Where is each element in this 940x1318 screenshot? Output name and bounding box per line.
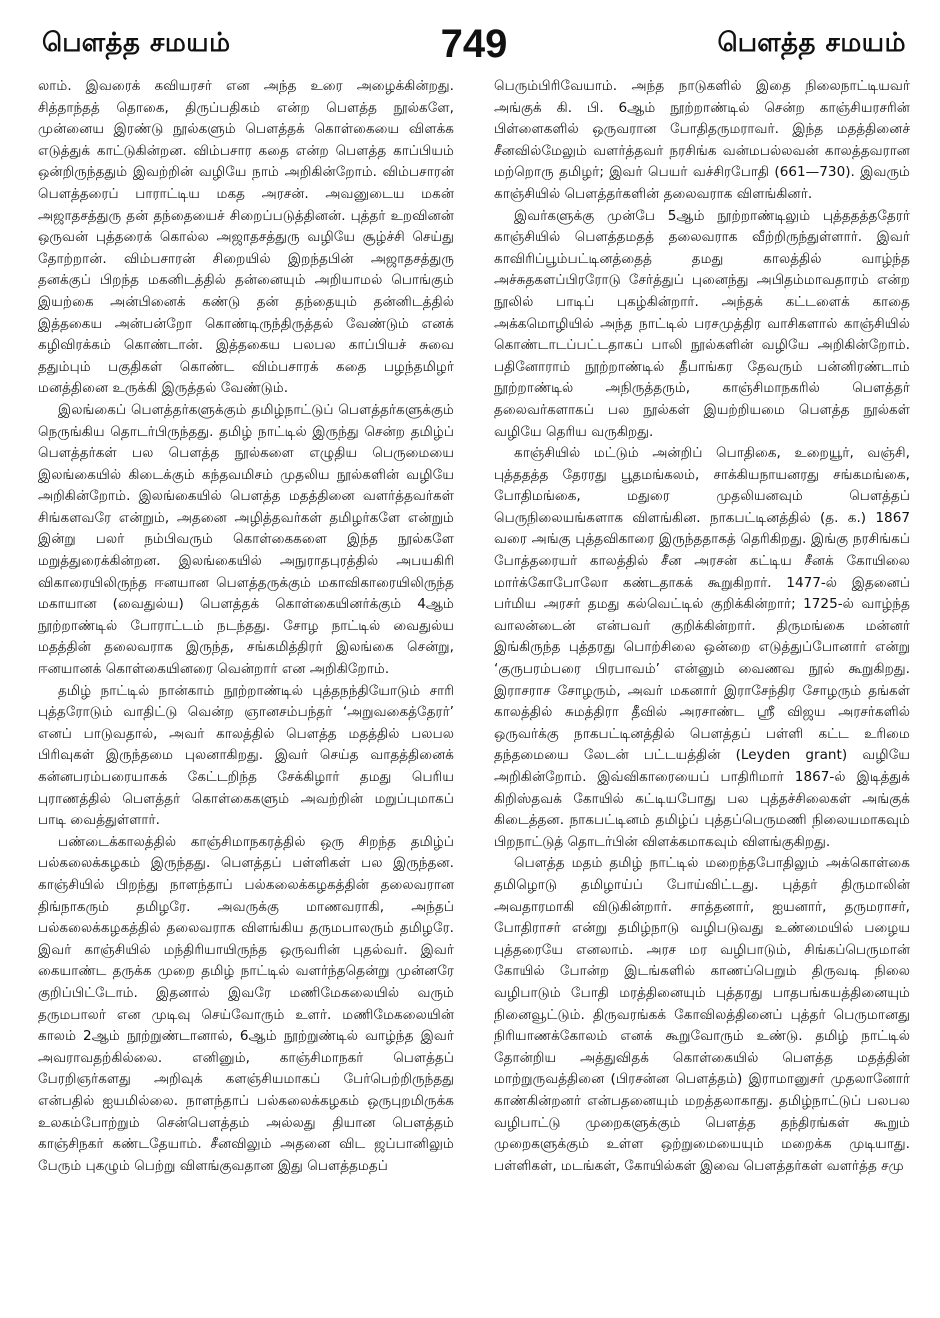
paragraph: பெரும்பிரிவேயாம். அந்த நாடுகளில் இதை நிலைநாட்டியவர் அங்குக் கி. பி. 6ஆம் நூற்றாண்டில் சென்ற காஞ்சியரசரின் பிள்ளைகளில் ஒருவரான போதிதருமராவர். இந்த மதத்தினைச் சீனவில்மேலும் வளர்த்தவர் நரசிங்க வன்மபல்லவன் காலத்தவரான மற்றொரு தமிழர்; இவர் பெயர் வச்சிரபோதி (661—730). இவரும் காஞ்சியில் பௌத்தர்களின் தலைவராக விளங்கினர். <box>494 78 910 202</box>
page-number: 749 <box>440 22 508 66</box>
running-title-left: பௌத்த சமயம் <box>42 28 231 58</box>
running-title-right: பௌத்த சமயம் <box>717 28 906 58</box>
page-header <box>38 22 910 76</box>
text-columns <box>38 76 910 1306</box>
paragraph: இலங்கைப் பௌத்தர்களுக்கும் தமிழ்நாட்டுப் பௌத்தர்களுக்கும் நெருங்கிய தொடர்பிருந்தது. தமிழ் நாட்டில் இருந்து சென்ற தமிழ்ப் பௌத்தர்கள் பல பௌத்த நூல்களை எழுதிய பெருமையை இலங்கையில் கிடைக்கும் கந்தவமிசம் முதலிய நூல்களின் வழியே அறிகின்றோம். இலங்கையில் பௌத்த மதத்தினை வளர்த்தவர்கள் சிங்களவரே என்றும், அதனை அழித்தவர்கள் தமிழர்களே என்றும் இன்று பலர் நம்பிவரும் கொள்கைகளை இந்த நூல்களே மறுத்துரைக்கின்றன. இலங்கையில் அநுராதபுரத்தில் அபயகிரி விகாரையிலிருந்த ஈனயான பௌத்தருக்கும் மகாவிகாரையிலிருந்த மகாயான (வைதுல்ய) பௌத்தக் கொள்கையினர்க்கும் 4ஆம் நூற்றாண்டில் போராட்டம் நடந்தது. சோழ நாட்டில் வைதுல்ய மதத்தின் தலைவராக இருந்த, சங்கமித்திரர் இலங்கை சென்று, ஈனயானக் கொள்கையினரை வென்றார் என அறிகிறோம். <box>38 401 454 678</box>
paragraph: பௌத்த மதம் தமிழ் நாட்டில் மறைந்தபோதிலும் அக்கொள்கை தமிழொடு தமிழாய்ப் போய்விட்டது. புத்தர் திருமாலின் அவதாரமாகி விடுகின்றார். சாத்தனார், ஐயனார், தருமராசர், போதிராசர் என்று தமிழ்நாடு வழிபடுவது உண்மையில் பழைய புத்தரையே எனலாம். அரச மர வழிபாடும், சிங்கப்பெருமான் கோயில் போன்ற இடங்களில் காணப்பெறும் திருவடி நிலை வழிபாடும் போதி மரத்தினையும் புத்தரது பாதபங்கயத்தினையும் நினைவூட்டும். திருவரங்கக் கோவிலத்தினைப் புத்தர் பெருமானது நிரியாணக்கோலம் எனக் கூறுவோரும் உண்டு. தமிழ் நாட்டில் தோன்றிய அத்துவிதக் கொள்கையில் பௌத்த மதத்தின் மாற்றுருவத்தினை (பிரசன்ன பௌத்தம்) இராமானுசர் முதலானோர் காண்கின்றனர் என்பதனையும் மறத்தலாகாது. தமிழ்நாட்டுப் பலபல வழிபாட்டு முறைகளுக்கும் பௌத்த தந்திரங்கள் கூறும் முறைகளுக்கும் உள்ள ஒற்றுமையையும் மறைக்க முடியாது. பள்ளிகள், மடங்கள், கோயில்கள் இவை பௌத்தர்கள் வளர்த்த சமு <box>494 855 910 1174</box>
paragraph: தமிழ் நாட்டில் நான்காம் நூற்றாண்டில் புத்தநந்தியோடும் சாரி புத்தரோடும் வாதிட்டு வென்ற ஞானசம்பந்தர் ‘அறுவகைத்தேரர்’ எனப் பாடுவதால், அவர் காலத்தில் பௌத்த மதத்தில் பலபல பிரிவுகள் இருந்தமை புலனாகிறது. இவர் செய்த வாதத்தினைக் கன்னபரம்பரையாகக் கேட்டறிந்த சேக்கிழார் தமது பெரிய புராணத்தில் பௌத்தர் கொள்கைகளும் அவற்றின் மறுப்புமாகப் பாடி வைத்துள்ளார். <box>38 682 454 829</box>
paragraph: லாம். இவரைக் கவியரசர் என அந்த உரை அழைக்கின்றது. சித்தாந்தத் தொகை, திருப்பதிகம் என்ற பௌத்த நூல்களே, முன்னைய இரண்டு நூல்களும் பௌத்தக் கொள்கையை விளக்க எடுத்துக் காட்டுகின்றன. விம்பசார கதை என்ற பௌத்த காப்பியம் ஒன்றிருந்ததும் இவற்றின் வழியே நாம் அறிகின்றோம். விம்பசாரன் பௌத்தரைப் பாராட்டிய மகத அரசன். அவனுடைய மகன் அஜாதசத்துரு தன் தந்தையைச் சிறைப்படுத்தினன். புத்தர் உறவினன் ஒருவன் புத்தரைக் கொல்ல அஜாதசத்துரு வழியே சூழ்ச்சி செய்து தோற்றான். விம்பசாரன் சிறையில் இறந்தபின் அஜாதசத்துரு தனக்குப் பிறந்த மகனிடத்தில் தன்னையும் அறியாமல் பொங்கும் இயற்கை அன்பினைக் கண்டு தன் தந்தையும் தன்னிடத்தில் இத்தகைய அன்பன்றோ கொண்டிருந்திருத்தல் வேண்டும் எனக் கழிவிரக்கம் கொண்டான். இத்தகைய பலபல காப்பியச் சுவை ததும்பும் பகுதிகள் கொண்ட விம்பசாரக் கதை பழந்தமிழர் மனத்தினை உருக்கி இருத்தல் வேண்டும். <box>38 78 454 397</box>
paragraph: இவர்களுக்கு முன்பே 5ஆம் நூற்றாண்டிலும் புத்ததத்ததேரர் காஞ்சியில் பௌத்தமதத் தலைவராக வீற்றிருந்துள்ளார். இவர் காவிரிப்பூம்பட்டினத்தைத் தமது காலத்தில் வாழ்ந்த அச்சுதகளப்பிரரோடு சேர்த்துப் புனைந்து அபிதம்மாவதாரம் என்ற நூலில் பாடிப் புகழ்கின்றார். அந்தக் கட்டளைக் காதை அக்கமொழியில் அந்த நாட்டில் பரசமுத்திர வாசிகளால் காஞ்சியில் கொண்டாடப்பட்டதாகப் பாலி நூல்களின் வழியே அறிகின்றோம். பதினோராம் நூற்றாண்டில் தீபாங்கர தேவரும் பன்னிரண்டாம் நூற்றாண்டில் அநிருத்தரும், காஞ்சிமாநகரில் பௌத்தர் தலைவர்களாகப் பல நூல்கள் இயற்றியமை பௌத்த நூல்கள் வழியே தெரிய வருகிறது. <box>494 207 910 440</box>
paragraph: பண்டைக்காலத்தில் காஞ்சிமாநகரத்தில் ஒரு சிறந்த தமிழ்ப் பல்கலைக்கழகம் இருந்தது. பௌத்தப் பள்ளிகள் பல இருந்தன. காஞ்சியில் பிறந்து நாளந்தாப் பல்கலைக்கழகத்தின் தலைவரான திங்நாகரும் தமிழரே. அவருக்கு மாணவராகி, அந்தப் பல்கலைக்கழகத்தில் தலைவராக விளங்கிய தருமபாலரும் தமிழரே. இவர் காஞ்சியில் மந்திரியாயிருந்த ஒருவரின் புதல்வர். இவர் கையாண்ட தருக்க முறை தமிழ் நாட்டில் வளர்ந்ததென்று முன்னரே குறிப்பிட்டோம். இதனால் இவரே மணிமேகலையில் வரும் தருமபாலர் என முடிவு செய்வோரும் உளர். மணிமேகலையின் காலம் 2ஆம் நூற்றுண்டானால், 6ஆம் நூற்றுண்டில் வாழ்ந்த இவர் அவராவதற்கில்லை. எனினும், காஞ்சிமாநகர் பௌத்தப் பேரறிஞர்களது அறிவுக் களஞ்சியமாகப் பேர்பெற்றிருந்தது என்பதில் ஐயமில்லை. நாளந்தாப் பல்கலைக்கழகம் ஒருபுறமிருக்க உலகம்போற்றும் சென்பௌத்தம் அல்லது தியான பௌத்தம் காஞ்சிநகர் கண்டதேயாம். சீனவிலும் அதனை விட ஜப்பானிலும் பேரும் புகழும் பெற்று விளங்குவதான இது பௌத்தமதப் <box>38 833 454 1174</box>
paragraph: காஞ்சியில் மட்டும் அன்றிப் பொதிகை, உறையூர், வஞ்சி, புத்ததத்த தேரரது பூதமங்கலம், சாக்கியநாயனரது சங்கமங்கை, போதிமங்கை, மதுரை முதலியனவும் பௌத்தப் பெருநிலையங்களாக விளங்கின. நாகபட்டினத்தில் (த. க.) 1867 வரை அங்கு புத்தவிகாரை இருந்ததாகத் தெரிகிறது. இங்கு நரசிங்கப் போத்தரையர் காலத்தில் சீன அரசன் கட்டிய சீனக் கோயிலை மார்க்கோபோலோ கண்டதாகக் கூறுகிறார். 1477-ல் இதனைப் பர்மிய அரசர் தமது கல்வெட்டில் குறிக்கின்றார்; 1725-ல் வாழ்ந்த வாலன்டைன் என்பவர் குறிக்கின்றார். திருமங்கை மன்னர் இங்கிருந்த புத்தரது பொற்சிலை ஒன்றை எடுத்துப்போனார் என்று ‘குருபரம்பரை பிரபாவம்’ என்னும் வைணவ நூல் கூறுகிறது. இராசராச சோழரும், அவர் மகனார் இராசேந்திர சோழரும் தங்கள் காலத்தில் சுமத்திரா தீவில் அரசாண்ட ஸ்ரீ விஜய அரசர்களில் ஒருவர்க்கு நாகபட்டினத்தில் பௌத்தப் பள்ளி கட்ட உரிமை தந்தமையை லேடன் பட்டயத்தின் (Leyden grant) வழியே அறிகின்றோம். இவ்விகாரையைப் பாதிரிமார் 1867-ல் இடித்துக் கிறிஸ்தவக் கோயில் கட்டியபோது பல புத்தச்சிலைகள் அங்குக் கிடைத்தன. நாகபட்டினம் தமிழ்ப் புத்தப்பெருமணி நிலையமாகவும் பிறநாட்டுத் தொடர்பின் விளக்கமாகவும் விளங்குகிறது. <box>494 445 910 850</box>
left-column <box>38 76 454 1306</box>
right-column <box>494 76 910 1306</box>
